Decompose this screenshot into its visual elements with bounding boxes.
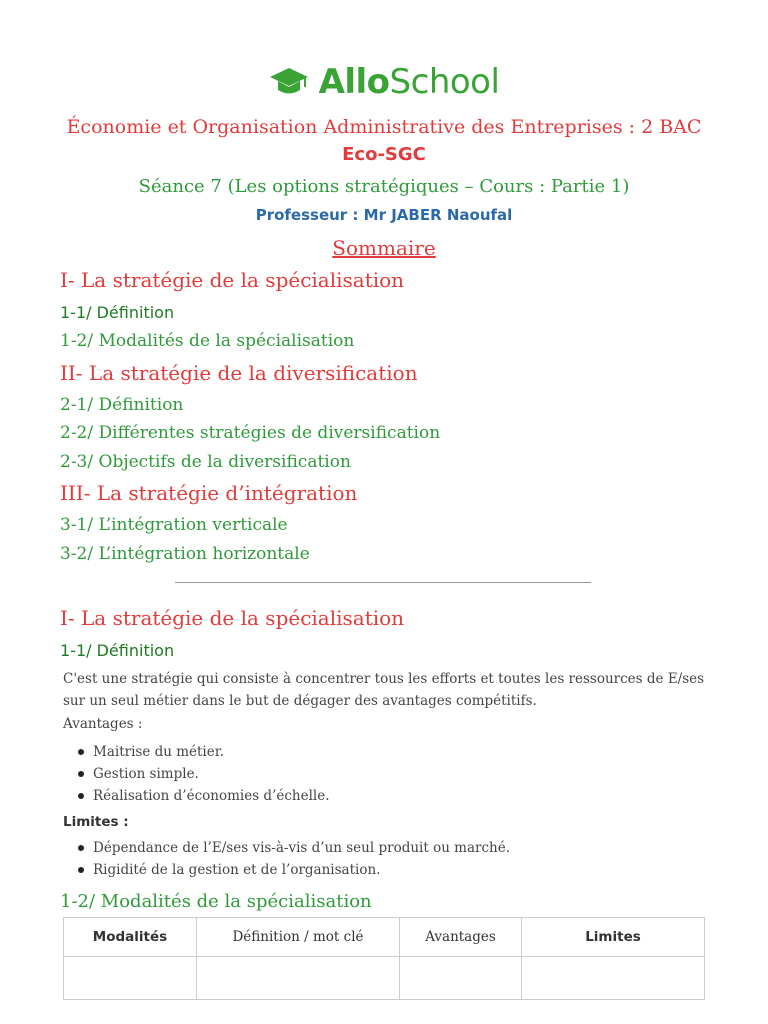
toc-item: 2-1/ Définition xyxy=(60,395,184,415)
list-item: Réalisation d’économies d’échelle. xyxy=(63,785,330,807)
graduation-cap-icon xyxy=(269,65,309,99)
toc-item: 2-3/ Objectifs de la diversification xyxy=(60,452,351,472)
limites-list xyxy=(63,837,510,881)
table-header: Modalités xyxy=(64,918,197,957)
list-item: Maitrise du métier. xyxy=(63,741,330,763)
content-heading: I- La stratégie de la spécialisation xyxy=(60,606,405,630)
table-cell xyxy=(400,957,522,1000)
table-cell xyxy=(522,957,705,1000)
list-item: Dépendance de l’E/ses vis-à-vis d’un seul produit ou marché. xyxy=(63,837,510,859)
table-header: Avantages xyxy=(400,918,522,957)
professor-name: Professeur : Mr JABER Naoufal xyxy=(255,206,513,224)
toc-item: 1-2/ Modalités de la spécialisation xyxy=(60,331,355,351)
toc-item: 2-2/ Différentes stratégies de diversification xyxy=(60,423,441,443)
table-row xyxy=(64,957,705,1000)
table-cell xyxy=(64,957,197,1000)
document-title: Économie et Organisation Administrative des Entreprises : 2 BAC xyxy=(66,116,702,138)
list-item: Rigidité de la gestion et de l’organisation. xyxy=(63,859,510,881)
list-item: Gestion simple. xyxy=(63,763,330,785)
toc-item: 3-2/ L’intégration horizontale xyxy=(60,544,310,564)
toc-item: 1-1/ Définition xyxy=(60,303,175,322)
limites-label: Limites : xyxy=(63,814,129,830)
alloschool-logo xyxy=(0,62,768,102)
table-cell xyxy=(197,957,400,1000)
logo-text: AlloSchool xyxy=(318,62,500,102)
avantages-label: Avantages : xyxy=(63,716,143,732)
content-subheading-2: 1-2/ Modalités de la spécialisation xyxy=(60,891,372,912)
toc-section-2: II- La stratégie de la diversification xyxy=(60,361,418,385)
seance-title: Séance 7 (Les options stratégiques – Cours : Partie 1) xyxy=(138,176,630,197)
table-header: Limites xyxy=(522,918,705,957)
avantages-list xyxy=(63,741,330,807)
content-subheading: 1-1/ Définition xyxy=(60,641,175,660)
toc-section-3: III- La stratégie d’intégration xyxy=(60,481,358,505)
definition-paragraph: C'est une stratégie qui consiste à concentrer tous les efforts et toutes les ressources de E/ses sur un seul métier dans le but de dégager des avantages compétitifs. xyxy=(63,671,705,709)
toc-item: 3-1/ L’intégration verticale xyxy=(60,515,288,535)
section-divider xyxy=(175,582,591,583)
toc-section-1: I- La stratégie de la spécialisation xyxy=(60,268,405,292)
sommaire-title: Sommaire xyxy=(332,236,436,260)
document-subtitle: Eco-SGC xyxy=(342,144,426,165)
modalites-table xyxy=(63,917,705,1000)
table-header: Définition / mot clé xyxy=(197,918,400,957)
